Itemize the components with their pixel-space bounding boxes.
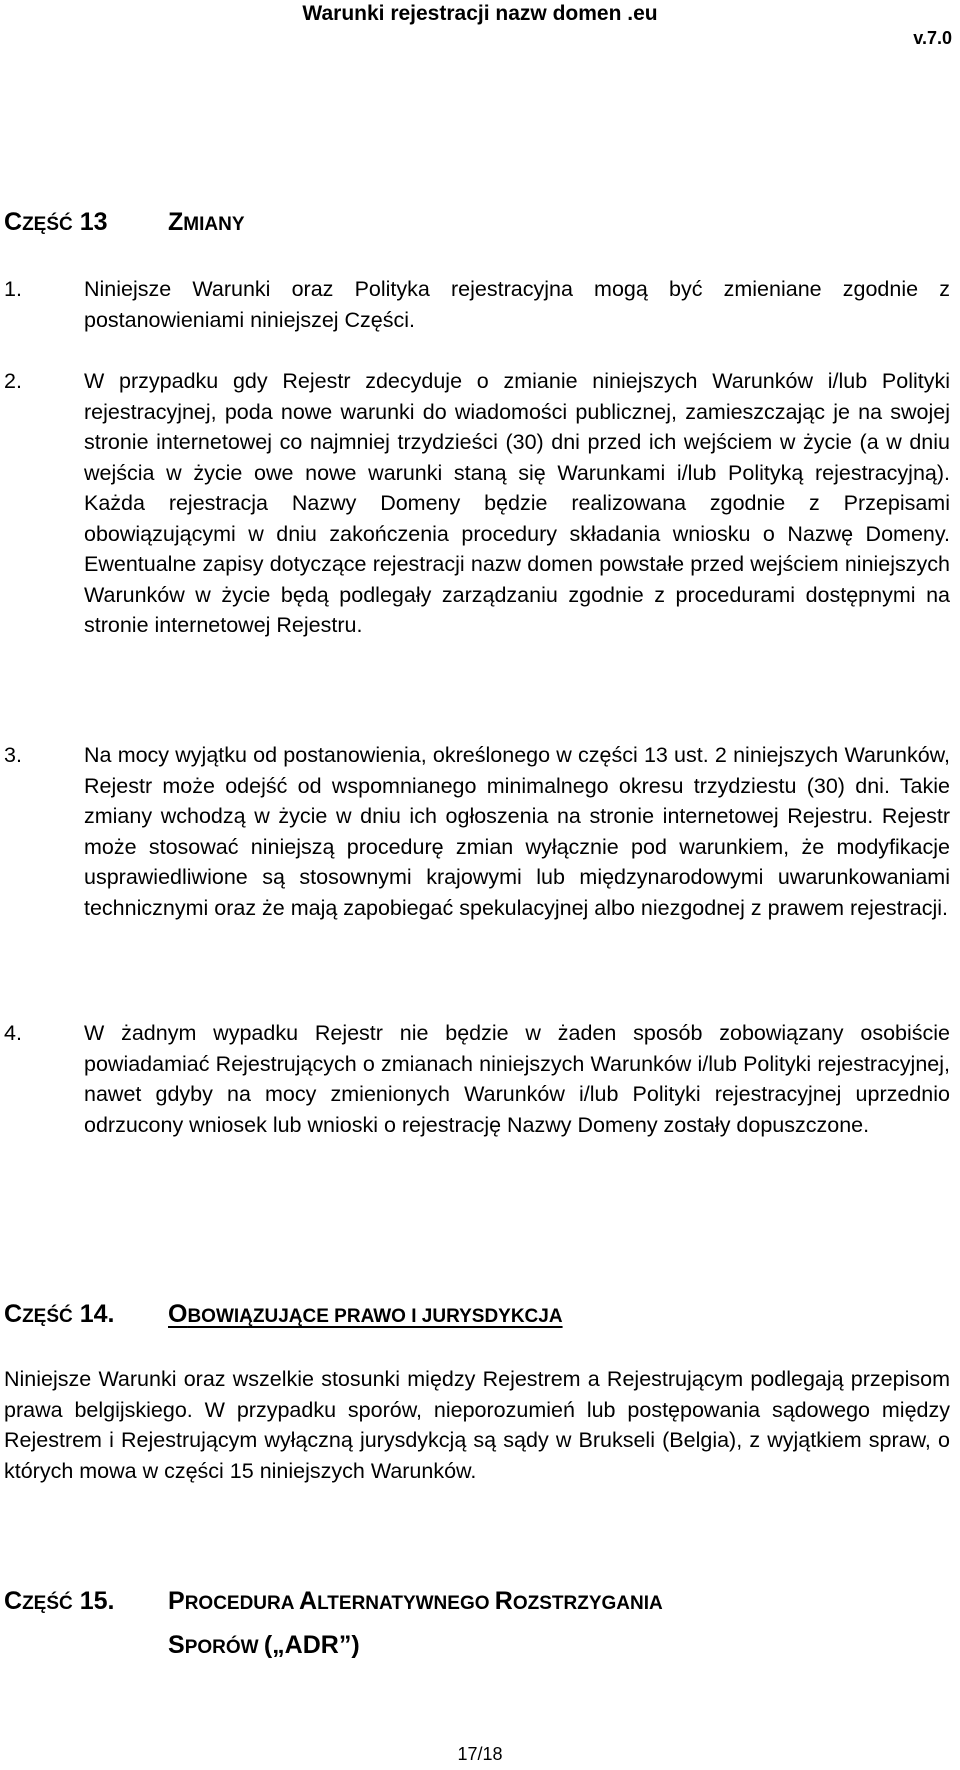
section-15-title-line-1: PROCEDURA ALTERNATYWNEGO ROZSTRZYGANIA — [168, 1587, 663, 1615]
item-13-4-text: W żadnym wypadku Rejestr nie będzie w żaden sposób zobowiązany osobiście powiadamiać Rejestrujących o zmianach niniejszych Warunków i/lub Polityki rejestracyjnej, nawet gdyby na mocy zmienionych Warunków i/lub Polityki rejestracyjnej uprzednio odrzucony wniosek lub wnioski o rejestrację Nazwy Domeny zostały dopuszczone. — [84, 1021, 950, 1137]
page-number: 17/18 — [457, 1744, 503, 1764]
section-15-number: CZĘŚĆ 15. — [4, 1587, 115, 1615]
item-13-2-text: W przypadku gdy Rejestr zdecyduje o zmianie niniejszych Warunków i/lub Polityki rejestracyjnej, poda nowe warunki do wiadomości publicznej, zamieszczając je na swojej stronie internetowej co najmniej trzydzieści (30) dni przed ich wejściem w życie (a w dniu wejścia w życie owe nowe warunki staną się Warunkami i/lub Polityką rejestracyjną). Każda rejestracja Nazwy Domeny będzie realizowana zgodnie z Przepisami obowiązującymi w dniu zakończenia procedury składania wniosku o Nazwę Domeny. Ewentualne zapisy dotyczące rejestracji nazw domen powstałe przed wejściem niniejszych Warunków w życie będą podlegały zarządzaniu zgodnie z procedurami dostępnymi na stronie internetowej Rejestru. — [84, 369, 950, 637]
item-13-1-text: Niniejsze Warunki oraz Polityka rejestracyjna mogą być zmieniane zgodnie z postanowieniami niniejszej Części. — [84, 277, 950, 332]
item-13-1-number: 1. — [4, 277, 22, 301]
document-version: v.7.0 — [913, 28, 952, 48]
section-14-title: OBOWIĄZUJĄCE PRAWO I JURYSDYKCJA — [168, 1300, 563, 1328]
section-14-number: CZĘŚĆ 14. — [4, 1300, 115, 1328]
item-13-3-number: 3. — [4, 743, 22, 767]
item-13-3-text: Na mocy wyjątku od postanowienia, określonego w części 13 ust. 2 niniejszych Warunków, Rejestr może odejść od wspomnianego minimalnego okresu trzydziestu (30) dni. Takie zmiany wchodzą w życie w dniu ich ogłoszenia na stronie internetowej Rejestru. Rejestr może stosować niniejszą procedurę zmian wyłącznie pod warunkiem, że modyfikacje usprawiedliwione są stosownymi krajowymi lub międzynarodowymi uwarunkowaniami technicznymi oraz że mają zapobiegać spekulacyjnej albo niezgodnej z prawem rejestracji. — [84, 743, 950, 920]
section-13-heading — [4, 208, 245, 237]
section-13-title: ZMIANY — [168, 208, 245, 236]
document-header-title: Warunki rejestracji nazw domen .eu — [302, 2, 658, 25]
section-13-number: CZĘŚĆ 13 — [4, 208, 108, 236]
item-13-4-number: 4. — [4, 1021, 22, 1045]
section-14-heading — [4, 1300, 563, 1329]
section-14-paragraph: Niniejsze Warunki oraz wszelkie stosunki między Rejestrem a Rejestrującym podlegają przepisom prawa belgijskiego. W przypadku sporów, nieporozumień lub postępowania sądowego między Rejestrem i Rejestrującym wyłączną jurysdykcją są sądy w Brukseli (Belgia), z wyjątkiem spraw, o których mowa w części 15 niniejszych Warunków. — [4, 1367, 950, 1483]
item-13-2-number: 2. — [4, 369, 22, 393]
section-15-heading — [4, 1587, 663, 1659]
section-15-title-line-2: SPORÓW („ADR”) — [168, 1631, 360, 1659]
